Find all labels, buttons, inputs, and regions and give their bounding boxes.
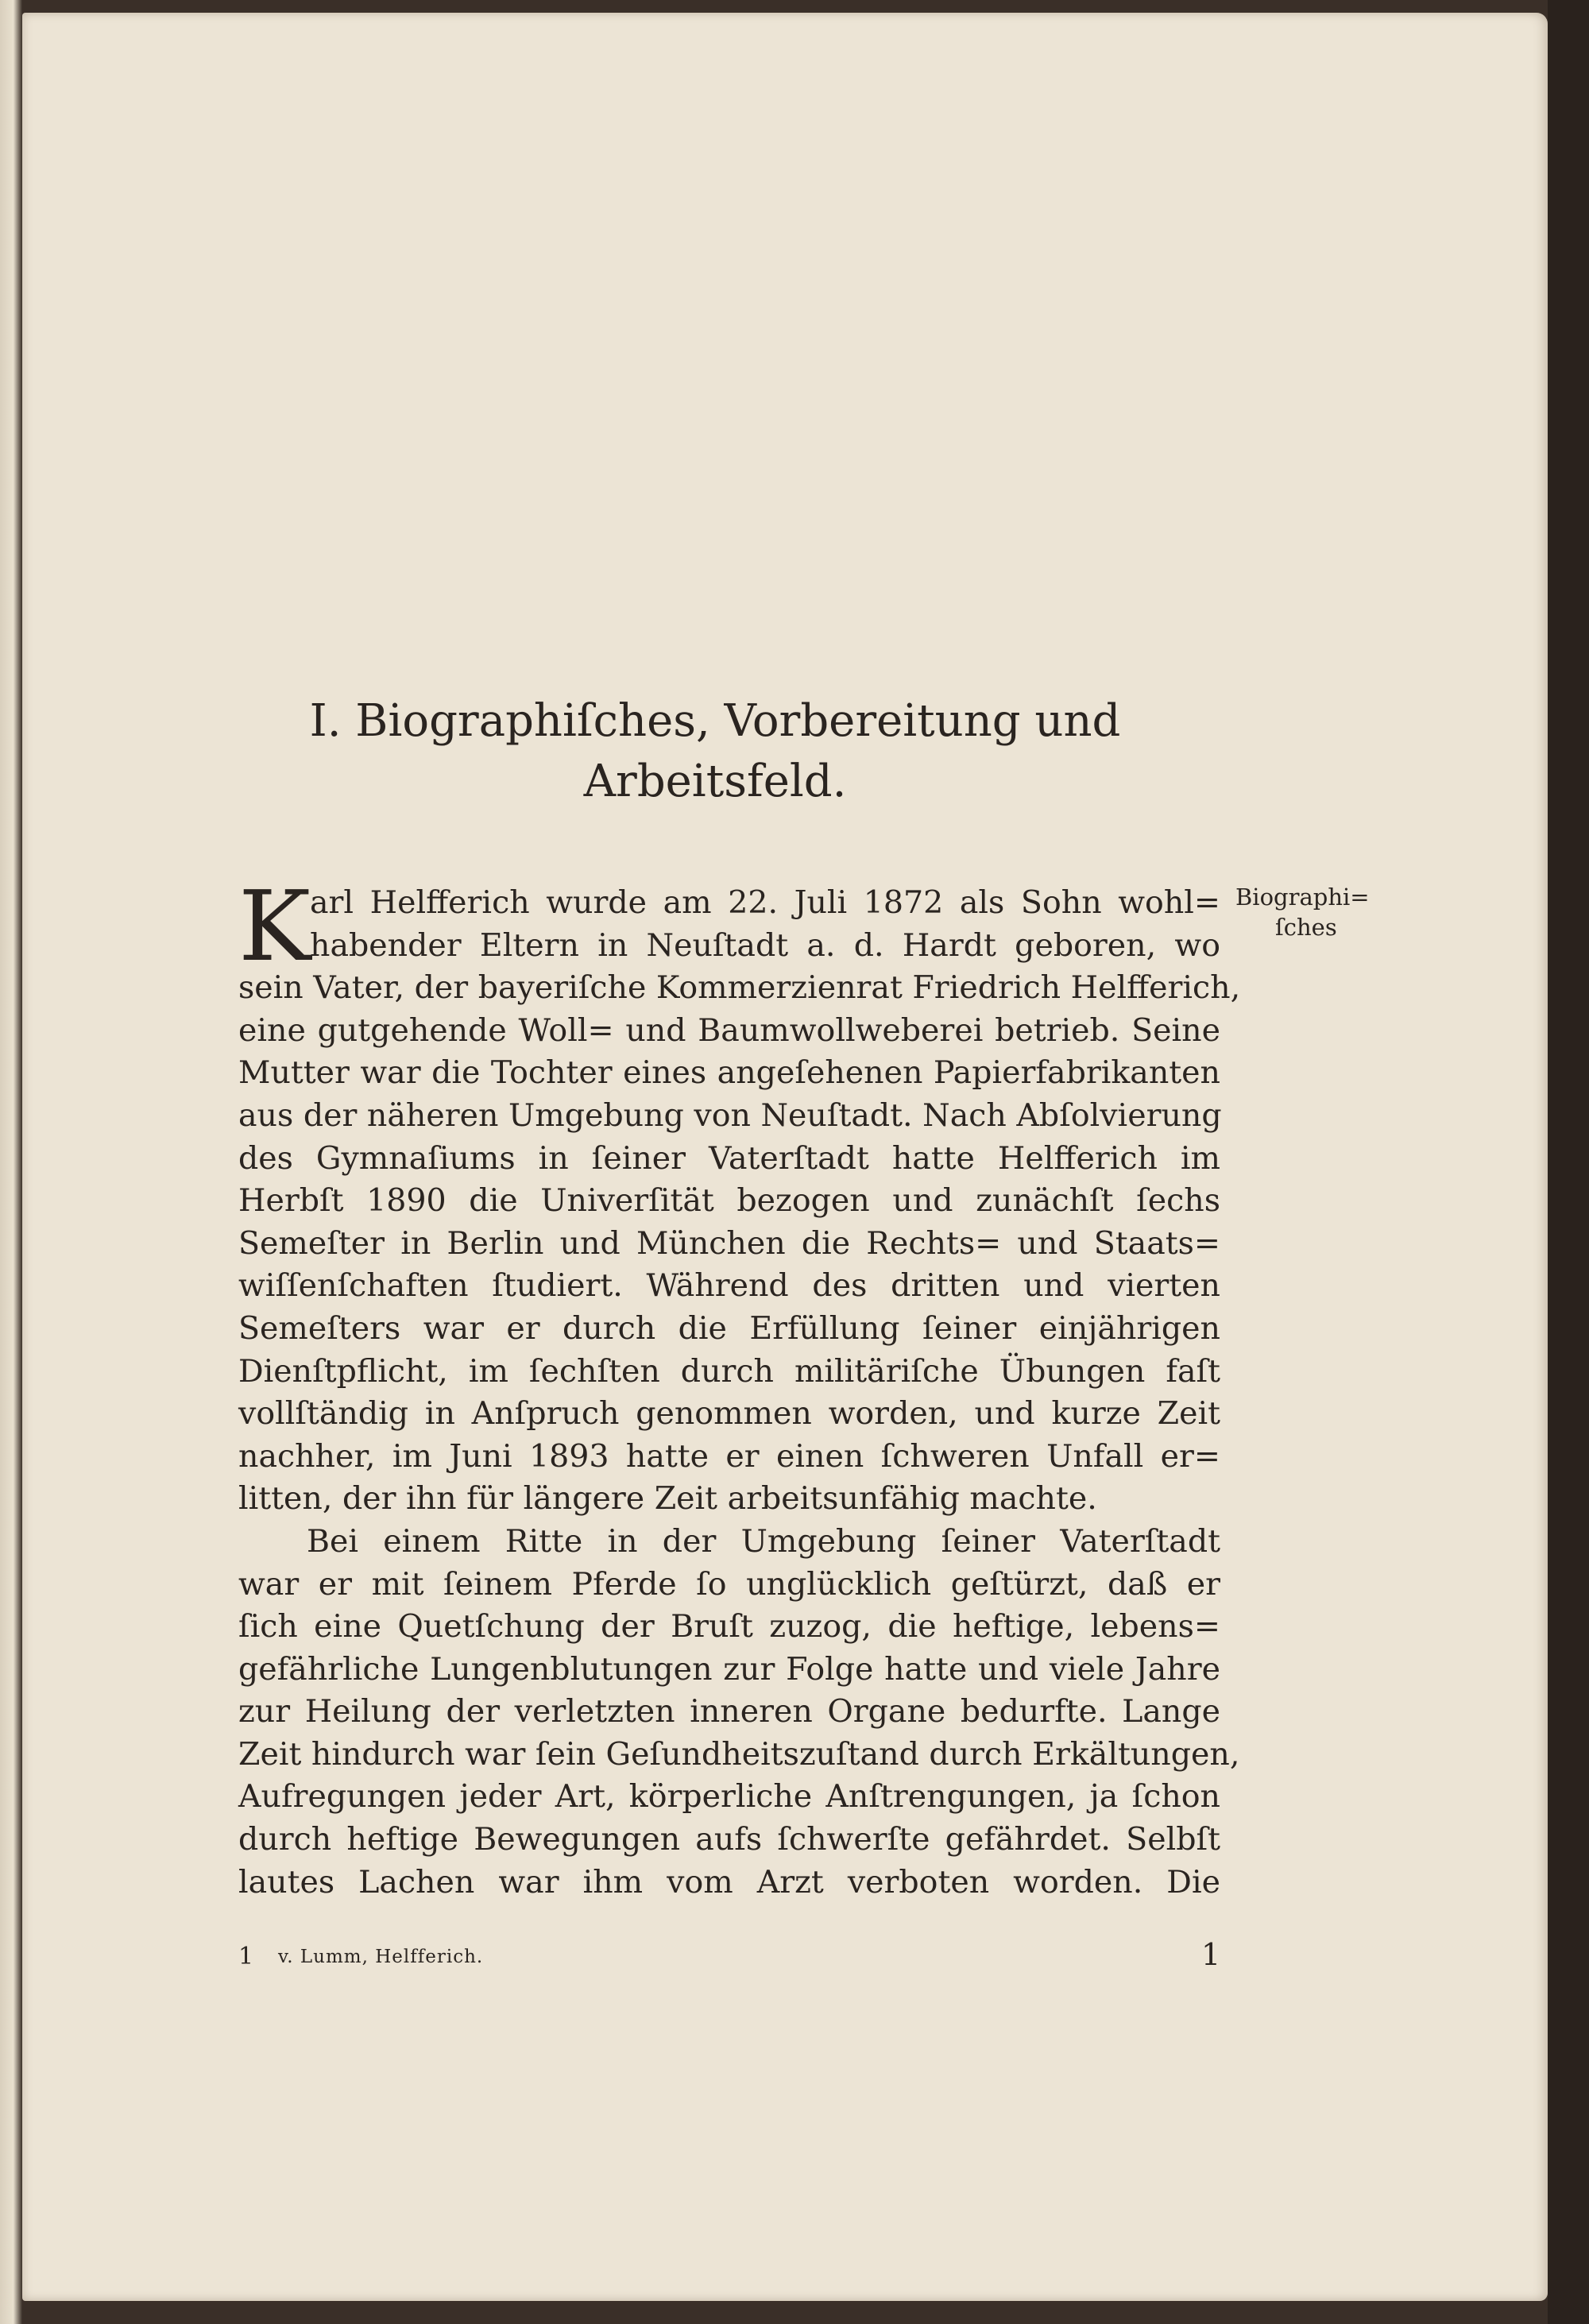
marginal-note-line-1: Biographi= (1235, 884, 1370, 911)
body-text (238, 870, 1241, 1904)
text-line: habender Eltern in Neuſtadt a. d. Hardt geboren, wo (310, 926, 1220, 964)
text-line: aus der näheren Umgebung von Neuſtadt. Nach Abſolvierung (238, 1096, 1222, 1134)
chapter-title (238, 691, 1192, 812)
text-line: Semeſter in Berlin und München die Rechts= und Staats= (238, 1224, 1220, 1262)
text-line: gefährliche Lungenblutungen zur Folge hatte und viele Jahre (238, 1650, 1220, 1688)
text-line: Mutter war die Tochter eines angeſehenen Papierfabrikanten (238, 1054, 1220, 1092)
text-line: wiſſenſchaften ſtudiert. Während des dritten und vierten (238, 1267, 1220, 1305)
text-line: arl Helfferich wurde am 22. Juli 1872 als Sohn wohl= (310, 884, 1220, 921)
adjacent-page-edge (0, 0, 22, 2324)
text-line: Aufregungen jeder Art, körperliche Anſtrengungen, ja ſchon (238, 1778, 1220, 1816)
text-line: Dienſtpflicht, im ſechſten durch militäriſche Übungen faſt (238, 1352, 1220, 1390)
signature-mark: 1 (238, 1943, 254, 1970)
text-line: Zeit hindurch war ſein Geſundheitszuſtand durch Erkältungen, (238, 1735, 1240, 1773)
chapter-title-line-2: Arbeitsfeld. (583, 756, 847, 807)
marginal-note (1235, 882, 1394, 942)
text-line: sein Vater, der bayeriſche Kommerzienrat Friedrich Helfferich, (238, 969, 1241, 1007)
text-line: vollſtändig in Anſpruch genommen worden, und kurze Zeit (238, 1395, 1220, 1433)
text-line: nachher, im Juni 1893 hatte er einen ſchweren Unfall er= (238, 1437, 1220, 1475)
text-line: ſich eine Quetſchung der Bruſt zuzog, die heftige, lebens= (238, 1608, 1220, 1645)
text-line: eine gutgehende Woll= und Baumwollweberei betrieb. Seine (238, 1011, 1220, 1049)
page-number: 1 (1201, 1937, 1221, 1972)
scan-background (1548, 0, 1589, 2324)
text-line: zur Heilung der verletzten inneren Organe bedurfte. Lange (238, 1693, 1220, 1730)
text-line: durch heftige Bewegungen aufs ſchwerſte gefährdet. Selbſt (238, 1821, 1220, 1858)
text-line: litten, der ihn für längere Zeit arbeitsunfähig machte. (238, 1480, 1097, 1518)
marginal-note-line-2: ſches (1275, 914, 1337, 941)
text-line: war er mit ſeinem Pferde ſo unglücklich geſtürzt, daß er (238, 1565, 1220, 1603)
drop-cap: K (238, 870, 311, 983)
text-line: Semeſters war er durch die Erfüllung ſeiner einjährigen (238, 1309, 1220, 1347)
text-line: Herbſt 1890 die Univerſität bezogen und zunächſt ſechs (238, 1182, 1220, 1220)
text-line: Bei einem Ritte in der Umgebung ſeiner Vaterſtadt (307, 1522, 1220, 1560)
text-line: lautes Lachen war ihm vom Arzt verboten worden. Die (238, 1863, 1220, 1901)
footer-author: v. Lumm, Helfferich. (278, 1947, 484, 1967)
chapter-title-line-1: I. Biographiſches, Vorbereitung und (309, 695, 1121, 747)
text-line: des Gymnaſiums in ſeiner Vaterſtadt hatte Helfferich im (238, 1139, 1220, 1177)
